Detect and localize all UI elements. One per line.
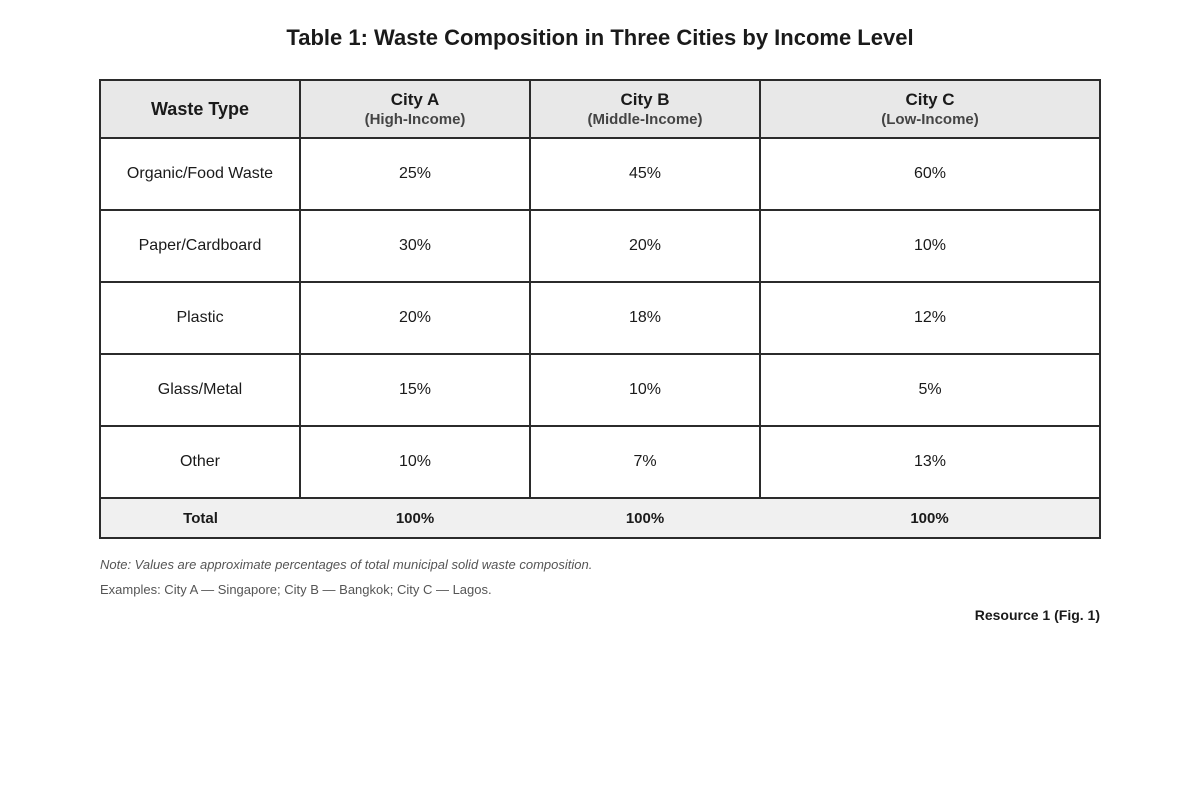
total-label: Total <box>100 498 300 538</box>
header-city-b <box>530 80 760 138</box>
header-waste-type <box>100 80 300 138</box>
header-city-b-income: (Middle-Income) <box>587 111 703 128</box>
table-row <box>100 354 1100 426</box>
cell-city-b: 18% <box>530 282 760 354</box>
total-row <box>100 498 1100 538</box>
cell-waste-type: Plastic <box>100 282 300 354</box>
header-city-c-income: (Low-Income) <box>881 111 979 128</box>
cell-city-a: 20% <box>300 282 530 354</box>
cell-city-a: 15% <box>300 354 530 426</box>
cell-city-b: 7% <box>530 426 760 498</box>
examples-text: Examples: City A — Singapore; City B — Bangkok; City C — Lagos. <box>100 582 492 597</box>
header-city-c-name: City C <box>905 90 955 109</box>
cell-waste-type: Other <box>100 426 300 498</box>
header-city-a-income: (High-Income) <box>364 111 466 128</box>
total-city-a: 100% <box>300 498 530 538</box>
cell-city-c: 12% <box>760 282 1100 354</box>
cell-waste-type: Paper/Cardboard <box>100 210 300 282</box>
header-row <box>100 80 1100 138</box>
table-row <box>100 210 1100 282</box>
cell-city-b: 10% <box>530 354 760 426</box>
resource-label: Resource 1 (Fig. 1) <box>974 607 1100 623</box>
table-row <box>100 426 1100 498</box>
cell-waste-type: Glass/Metal <box>100 354 300 426</box>
header-city-b-name: City B <box>620 90 670 109</box>
total-city-b: 100% <box>530 498 760 538</box>
cell-city-b: 20% <box>530 210 760 282</box>
table-row <box>100 138 1100 210</box>
header-city-a-name: City A <box>390 90 440 109</box>
header-city-a <box>300 80 530 138</box>
cell-city-c: 10% <box>760 210 1100 282</box>
cell-city-a: 25% <box>300 138 530 210</box>
cell-city-c: 13% <box>760 426 1100 498</box>
table-row <box>100 282 1100 354</box>
table-note: Note: Values are approximate percentages of total municipal solid waste composition. <box>100 557 593 572</box>
cell-city-c: 60% <box>760 138 1100 210</box>
total-city-c: 100% <box>760 498 1100 538</box>
cell-waste-type: Organic/Food Waste <box>100 138 300 210</box>
header-city-c <box>760 80 1100 138</box>
header-waste-type-label: Waste Type <box>150 98 250 119</box>
cell-city-a: 10% <box>300 426 530 498</box>
waste-composition-table <box>99 79 1101 539</box>
cell-city-b: 45% <box>530 138 760 210</box>
cell-city-a: 30% <box>300 210 530 282</box>
table-title: Table 1: Waste Composition in Three Cities by Income Level <box>286 25 914 50</box>
cell-city-c: 5% <box>760 354 1100 426</box>
